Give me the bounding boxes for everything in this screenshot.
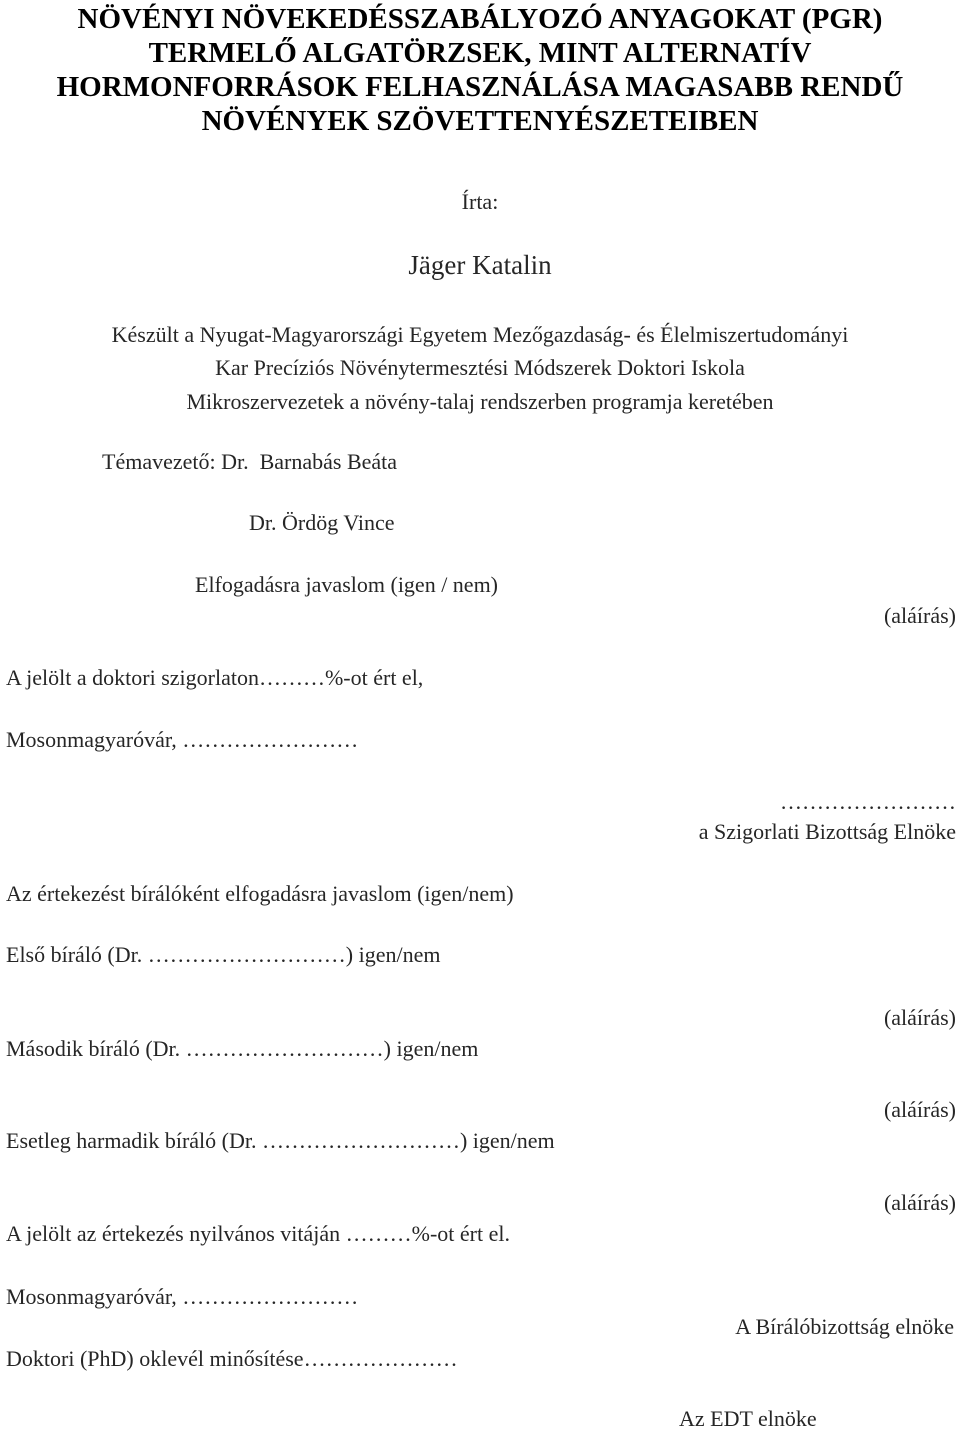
first-reviewer: Első bíráló (Dr. ………………………) igen/nem	[6, 942, 441, 967]
institution-line: Mikroszervezetek a növény-talaj rendszerben programja keretében	[186, 389, 774, 414]
title-line: NÖVÉNYEK SZÖVETTENYÉSZETEIBEN	[201, 105, 759, 137]
institution-line: Kar Precíziós Növénytermesztési Módszerek Doktori Iskola	[215, 355, 745, 380]
exam-signature-line: ……………………	[780, 789, 956, 814]
author-name: Jäger Katalin	[408, 250, 552, 280]
defense-result: A jelölt az értekezés nyilvános vitáján ………%-ot ért el.	[6, 1221, 511, 1246]
supervisor-label: Témavezető: Dr. Barnabás Beáta	[102, 449, 398, 474]
committee-chair: A Bírálóbizottság elnöke	[735, 1314, 954, 1339]
degree-qualification: Doktori (PhD) oklevél minősítése…………………	[6, 1346, 458, 1371]
supervisor-signature: (aláírás)	[883, 603, 956, 628]
edt-chair: Az EDT elnöke	[679, 1406, 817, 1431]
institution-line: Készült a Nyugat-Magyarországi Egyetem Mezőgazdaság- és Élelmiszertudományi	[111, 322, 849, 347]
reviewer-signature: (aláírás)	[883, 1005, 956, 1030]
title-line: NÖVÉNYI NÖVEKEDÉSSZABÁLYOZÓ ANYAGOKAT (PGR)	[77, 3, 883, 35]
reviewers-heading: Az értekezést bírálóként elfogadásra javaslom (igen/nem)	[6, 881, 514, 906]
title-line: HORMONFORRÁSOK FELHASZNÁLÁSA MAGASABB RENDŰ	[56, 71, 904, 103]
exam-chair: a Szigorlati Bizottság Elnöke	[698, 819, 956, 844]
exam-place-date: Mosonmagyaróvár, ……………………	[6, 727, 359, 752]
title-line: TERMELŐ ALGATÖRZSEK, MINT ALTERNATÍV	[148, 37, 812, 69]
second-supervisor: Dr. Ördög Vince	[249, 510, 395, 535]
exam-result: A jelölt a doktori szigorlaton………%-ot ért el,	[6, 665, 424, 690]
second-reviewer: Második bíráló (Dr. ………………………) igen/nem	[6, 1036, 479, 1061]
third-reviewer: Esetleg harmadik bíráló (Dr. ………………………) igen/nem	[6, 1128, 555, 1153]
document-title	[0, 2, 960, 138]
supervisor-recommendation: Elfogadásra javaslom (igen / nem)	[195, 572, 499, 597]
reviewer-signature: (aláírás)	[883, 1097, 956, 1122]
defense-place-date: Mosonmagyaróvár, ……………………	[6, 1284, 359, 1309]
reviewer-signature: (aláírás)	[883, 1190, 956, 1215]
author-label: Írta:	[461, 189, 499, 214]
